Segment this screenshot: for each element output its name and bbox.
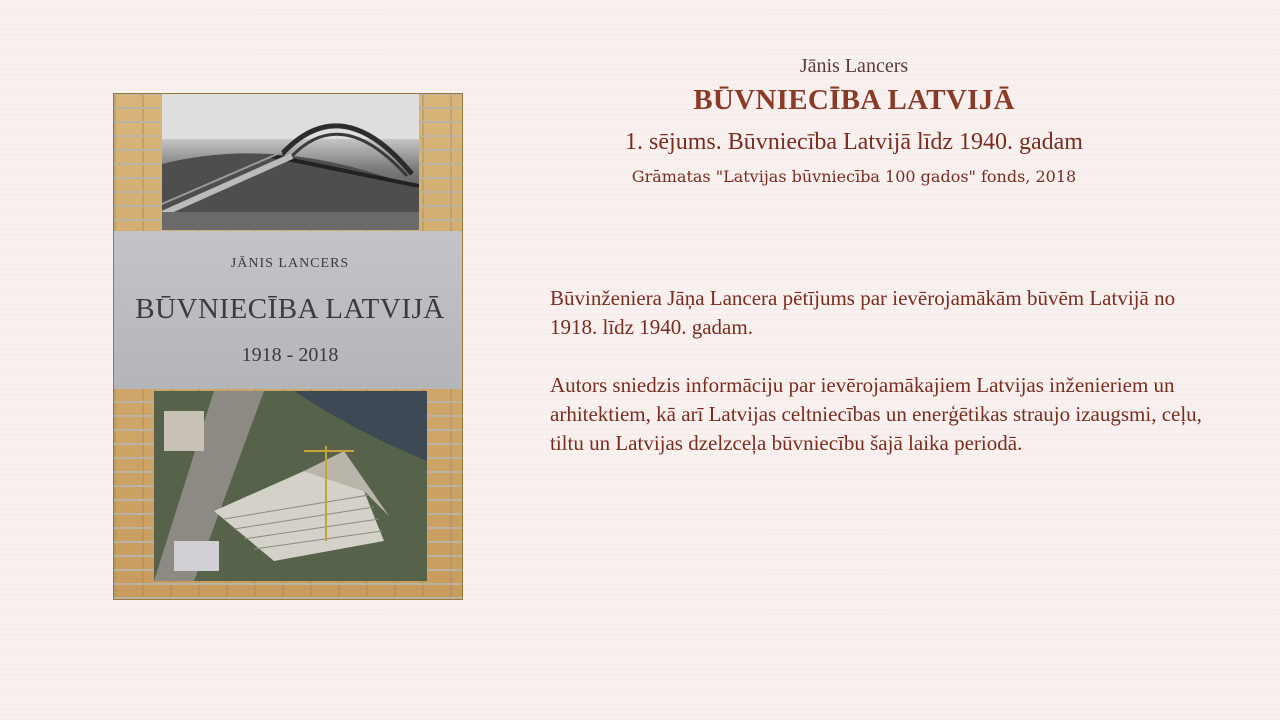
book-publisher: Grāmatas "Latvijas būvniecība 100 gados" fonds, 2018 bbox=[631, 167, 1077, 186]
book-description bbox=[550, 284, 1210, 487]
cover-years: 1918 - 2018 bbox=[241, 344, 339, 366]
cover-author: JĀNIS LANCERS bbox=[230, 256, 350, 271]
description-paragraph-1: Būvinženiera Jāņa Lancera pētījums par ievērojamākām būvēm Latvijā no 1918. līdz 1940. gadam. bbox=[550, 286, 1176, 339]
book-author: Jānis Lancers bbox=[799, 55, 909, 77]
description-paragraph-2: Autors sniedzis informāciju par ievērojamākajiem Latvijas inženieriem un arhitektiem, kā arī Latvijas celtniecības un enerģētikas straujo izaugsmi, ceļu, tiltu un Latvijas dzelzceļa būvniecību šajā laika periodā. bbox=[550, 373, 1202, 455]
cover-title-band bbox=[114, 231, 463, 389]
bridge-photo bbox=[162, 94, 419, 230]
construction-illustration bbox=[154, 391, 427, 581]
book-title: BŪVNIECĪBA LATVIJĀ bbox=[693, 84, 1015, 116]
book-cover-image bbox=[113, 93, 463, 600]
bridge-illustration bbox=[162, 94, 419, 230]
book-subtitle: 1. sējums. Būvniecība Latvijā līdz 1940. gadam bbox=[625, 129, 1083, 155]
cover-title: BŪVNIECĪBA LATVIJĀ bbox=[135, 293, 445, 325]
aerial-construction-photo bbox=[154, 391, 427, 581]
